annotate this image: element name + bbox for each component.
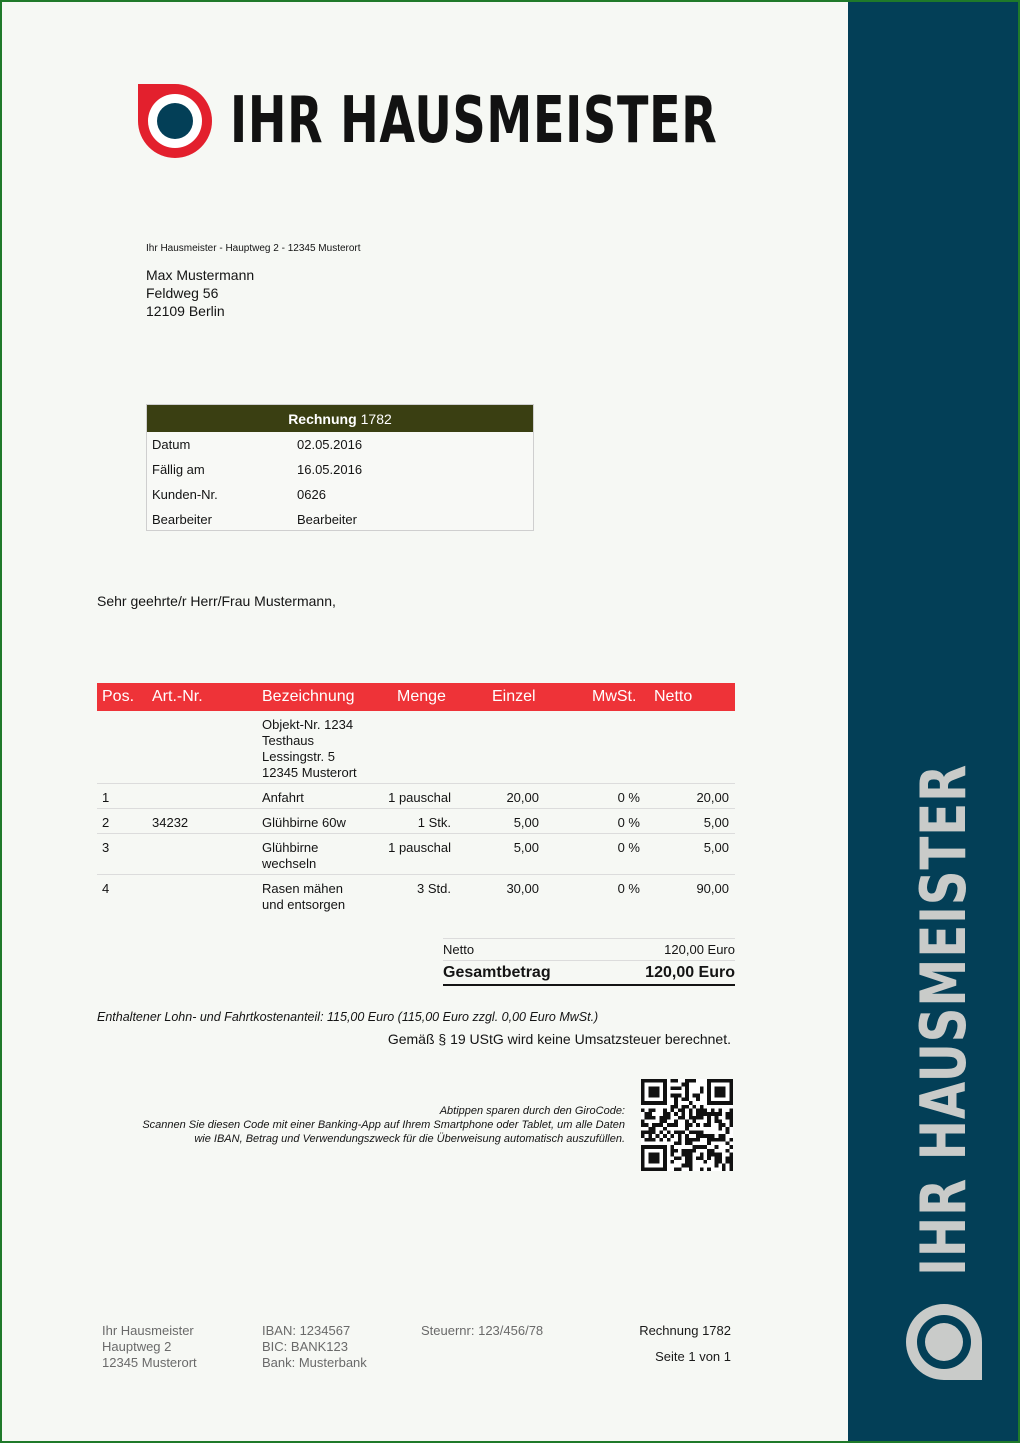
cell-menge: 3 Std. (417, 881, 451, 896)
table-header (97, 683, 735, 711)
meta-label: Kunden-Nr. (152, 487, 218, 502)
footer-company-city: 12345 Musterort (102, 1355, 197, 1370)
sidebar-brand (898, 620, 990, 1388)
footer-invoice-ref: Rechnung 1782 (639, 1323, 731, 1338)
invoice-title (147, 405, 533, 432)
object-street: Lessingstr. 5 (262, 749, 335, 764)
sidebar-target-icon (898, 1296, 990, 1388)
meta-value: Bearbeiter (297, 512, 357, 527)
cell-pos: 1 (102, 790, 110, 805)
cell-einzel: 20,00 (506, 790, 539, 805)
total-value: 120,00 Euro (645, 964, 735, 981)
cell-einzel: 5,00 (513, 815, 539, 830)
header-art-nr: Art.-Nr. (152, 688, 203, 705)
invoice-meta-row (147, 507, 533, 532)
salutation: Sehr geehrte/r Herr/Frau Mustermann, (97, 593, 336, 609)
object-name: Testhaus (262, 733, 315, 748)
totals-block (443, 938, 735, 986)
recipient-address (146, 266, 254, 320)
cell-netto: 5,00 (703, 840, 729, 855)
invoice-meta-row (147, 432, 533, 457)
netto-row (443, 938, 735, 958)
table-row (97, 809, 735, 834)
invoice-number: 1782 (360, 410, 392, 427)
meta-label: Datum (152, 437, 191, 452)
cell-netto: 20,00 (696, 790, 729, 805)
netto-label: Netto (443, 942, 475, 957)
cell-art-nr: 34232 (152, 815, 189, 830)
table-row (97, 875, 735, 915)
company-logo (138, 84, 907, 158)
cell-mwst: 0 % (617, 815, 640, 830)
cell-menge: 1 pauschal (388, 790, 451, 805)
meta-label: Bearbeiter (152, 512, 212, 527)
header-bezeichnung: Bezeichnung (262, 688, 355, 705)
girocode-line3: wie IBAN, Betrag und Verwendungszweck für die Überweisung automatisch auszufüllen. (194, 1133, 625, 1145)
footer-tax (421, 1323, 543, 1339)
table-row-object (97, 711, 735, 784)
header-netto: Netto (654, 688, 693, 705)
header-menge: Menge (397, 688, 446, 705)
cell-einzel: 5,00 (513, 840, 539, 855)
cell-menge: 1 Stk. (417, 815, 451, 830)
invoice-meta-row (147, 457, 533, 482)
object-number: Objekt-Nr. 1234 (262, 717, 354, 732)
cell-bezeichnung-line2: und entsorgen (262, 897, 346, 912)
total-label: Gesamtbetrag (443, 964, 551, 981)
footer-iban: IBAN: 1234567 (262, 1323, 351, 1338)
company-name: IHR HAUSMEISTER (230, 84, 718, 158)
girocode-line2: Scannen Sie diesen Code mit einer Banking-App auf Ihrem Smartphone oder Tablet, um alle Daten (142, 1119, 625, 1131)
cell-mwst: 0 % (617, 881, 640, 896)
meta-value: 02.05.2016 (297, 437, 363, 452)
sender-address-line: Ihr Hausmeister - Hauptweg 2 - 12345 Musterort (146, 243, 361, 254)
footer-company-name: Ihr Hausmeister (102, 1323, 194, 1338)
recipient-city: 12109 Berlin (146, 303, 225, 319)
tax-exemption-note: Gemäß § 19 UStG wird keine Umsatzsteuer berechnet. (387, 1031, 731, 1047)
recipient-name: Max Mustermann (146, 267, 255, 283)
cell-bezeichnung: Glühbirne (262, 840, 319, 855)
table-row (97, 784, 735, 809)
footer-company (102, 1323, 197, 1371)
total-row (443, 960, 735, 986)
table-row (97, 834, 735, 875)
cell-bezeichnung-line2: wechseln (262, 856, 317, 871)
cell-pos: 3 (102, 840, 110, 855)
girocode-qr-icon (641, 1079, 733, 1171)
footer-page-info (600, 1323, 731, 1365)
cell-netto: 5,00 (703, 815, 729, 830)
netto-value: 120,00 Euro (664, 942, 735, 957)
cell-pos: 4 (102, 881, 110, 896)
header-einzel: Einzel (492, 688, 536, 705)
girocode-text (97, 1104, 625, 1146)
girocode-line1: Abtippen sparen durch den GiroCode: (439, 1105, 625, 1117)
sidebar-brand-text: IHR HAUSMEISTER (907, 764, 980, 1276)
cell-bezeichnung: Rasen mähen (262, 881, 343, 896)
target-logo-icon (138, 84, 212, 158)
labor-cost-note: Enthaltener Lohn- und Fahrtkostenanteil: 115,00 Euro (115,00 Euro zzgl. 0,00 Euro MwSt.) (97, 1010, 599, 1024)
header-mwst: MwSt. (592, 688, 637, 705)
cell-bezeichnung: Glühbirne 60w (262, 815, 346, 830)
invoice-meta-row (147, 482, 533, 507)
cell-menge: 1 pauschal (388, 840, 451, 855)
cell-mwst: 0 % (617, 840, 640, 855)
meta-label: Fällig am (152, 462, 205, 477)
cell-netto: 90,00 (696, 881, 729, 896)
recipient-street: Feldweg 56 (146, 285, 219, 301)
meta-value: 0626 (297, 487, 326, 502)
footer-tax-number: Steuernr: 123/456/78 (421, 1323, 544, 1338)
invoice-info-box (146, 404, 534, 531)
footer-bank (262, 1323, 367, 1371)
items-table (97, 683, 735, 915)
footer-company-street: Hauptweg 2 (102, 1339, 172, 1354)
cell-einzel: 30,00 (506, 881, 539, 896)
header-pos: Pos. (102, 688, 135, 705)
cell-pos: 2 (102, 815, 110, 830)
footer-page-number: Seite 1 von 1 (655, 1349, 731, 1364)
object-city: 12345 Musterort (262, 765, 357, 780)
cell-mwst: 0 % (617, 790, 640, 805)
meta-value: 16.05.2016 (297, 462, 363, 477)
cell-bezeichnung: Anfahrt (262, 790, 304, 805)
footer-bic: BIC: BANK123 (262, 1339, 348, 1354)
footer-bank-name: Bank: Musterbank (262, 1355, 367, 1370)
invoice-title-label: Rechnung (288, 410, 357, 427)
